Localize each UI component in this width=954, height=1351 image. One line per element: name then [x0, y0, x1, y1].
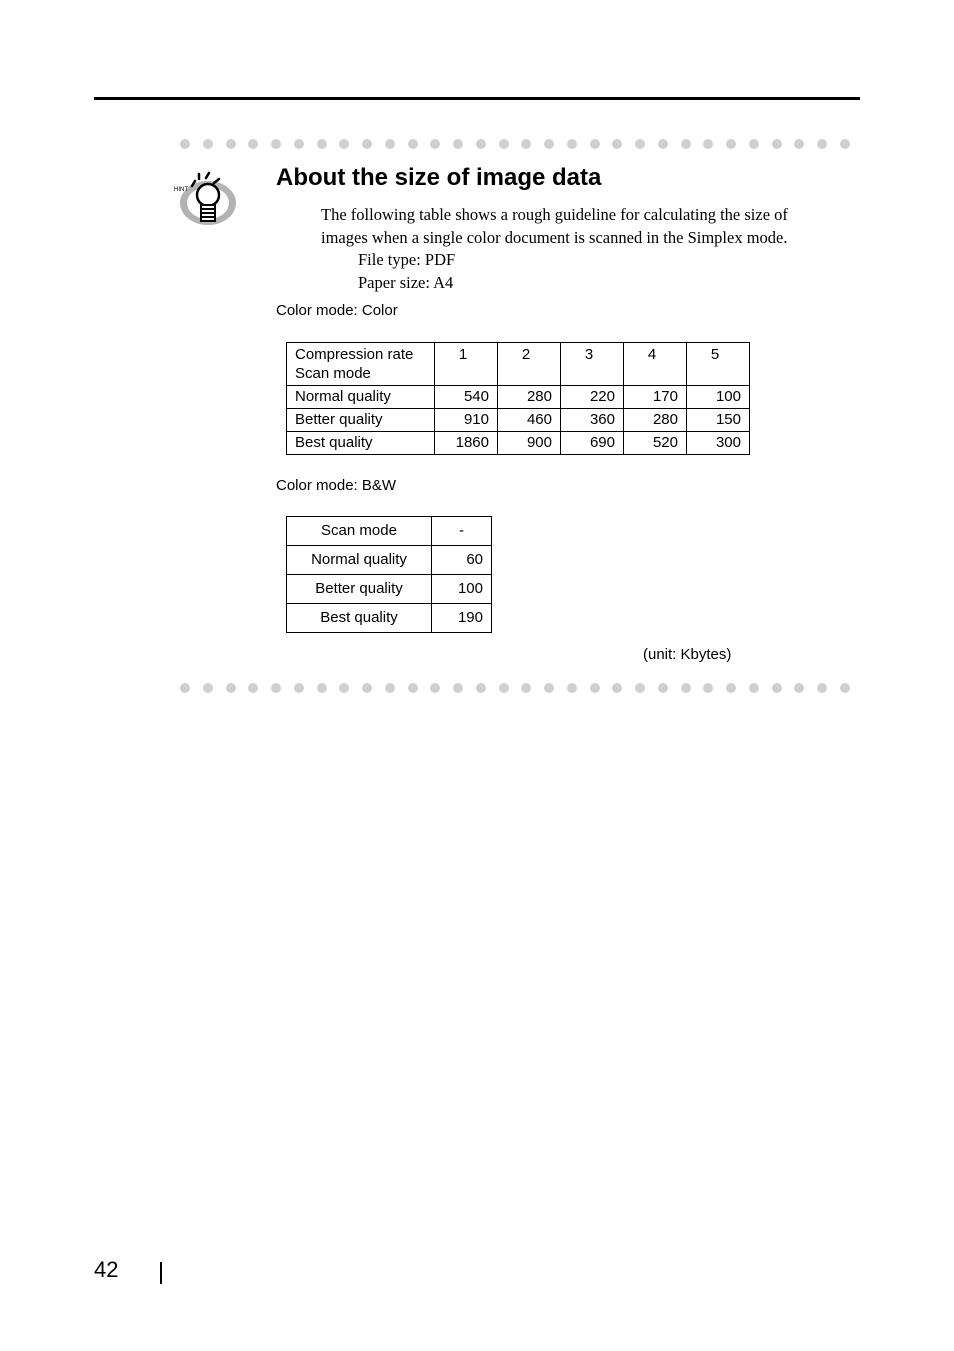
- section-title: About the size of image data: [276, 164, 602, 191]
- separator-dot: [817, 139, 827, 149]
- separator-dot: [772, 139, 782, 149]
- separator-dot: [362, 683, 372, 693]
- separator-dot: [339, 139, 349, 149]
- separator-dot: [635, 139, 645, 149]
- separator-dot: [453, 683, 463, 693]
- paper-size-text: Paper size: A4: [358, 273, 454, 292]
- separator-dot: [271, 683, 281, 693]
- page-number-bar: [160, 1262, 162, 1284]
- separator-dot: [362, 139, 372, 149]
- file-type-text: File type: PDF: [358, 250, 456, 269]
- separator-dot: [840, 139, 850, 149]
- separator-dot: [226, 139, 236, 149]
- separator-dot: [658, 683, 668, 693]
- table-cell: 60: [432, 546, 492, 575]
- table-row: [287, 432, 750, 455]
- separator-dot: [726, 139, 736, 149]
- separator-dot: [476, 139, 486, 149]
- separator-dot: [226, 683, 236, 693]
- table-cell: 220: [561, 386, 624, 409]
- separator-dot: [408, 139, 418, 149]
- table-cell: 1860: [435, 432, 498, 455]
- table-row: [287, 386, 750, 409]
- row-label: Better quality: [287, 409, 435, 432]
- table-cell: 190: [432, 604, 492, 633]
- separator-dot: [385, 683, 395, 693]
- table-cell: 150: [687, 409, 750, 432]
- table-cell: 910: [435, 409, 498, 432]
- table-row: [287, 546, 492, 575]
- separator-dot: [476, 683, 486, 693]
- bw-table-caption: Color mode: B&W: [276, 477, 397, 494]
- intro-line-1: The following table shows a rough guideline for calculating the size of: [321, 205, 788, 224]
- separator-dot: [817, 683, 827, 693]
- header-cell: [287, 343, 435, 386]
- header-scan-mode: Scan mode: [287, 517, 432, 546]
- row-label: Normal quality: [287, 386, 435, 409]
- table-cell: 280: [498, 386, 561, 409]
- separator-dot: [317, 683, 327, 693]
- separator-dot: [635, 683, 645, 693]
- separator-dot: [180, 683, 190, 693]
- separator-dot: [544, 139, 554, 149]
- table-header-row: [287, 517, 492, 546]
- separator-dot: [271, 139, 281, 149]
- separator-dot: [590, 683, 600, 693]
- separator-dot: [180, 139, 190, 149]
- color-size-table: [286, 342, 750, 455]
- table-cell: 100: [432, 575, 492, 604]
- column-header: 5: [687, 343, 750, 386]
- separator-dot: [248, 139, 258, 149]
- header-value: -: [432, 517, 492, 546]
- separator-dot: [203, 139, 213, 149]
- hint-lightbulb-icon: [172, 170, 240, 230]
- separator-dot: [726, 683, 736, 693]
- separator-dot: [681, 683, 691, 693]
- separator-dot: [339, 683, 349, 693]
- table-row: [287, 409, 750, 432]
- header-scan-mode: Scan mode: [295, 365, 371, 382]
- separator-dot: [703, 139, 713, 149]
- separator-dot: [590, 139, 600, 149]
- separator-dot: [567, 683, 577, 693]
- separator-dot: [499, 139, 509, 149]
- separator-dot: [294, 683, 304, 693]
- unit-note: (unit: Kbytes): [643, 646, 732, 663]
- separator-dot: [499, 683, 509, 693]
- separator-dot: [248, 683, 258, 693]
- table-cell: 690: [561, 432, 624, 455]
- separator-dot: [749, 139, 759, 149]
- separator-dot: [203, 683, 213, 693]
- separator-dot: [681, 139, 691, 149]
- separator-dot: [408, 683, 418, 693]
- table-cell: 460: [498, 409, 561, 432]
- table-cell: 300: [687, 432, 750, 455]
- separator-dot: [430, 683, 440, 693]
- intro-line-2: images when a single color document is scanned in the Simplex mode.: [321, 228, 788, 247]
- separator-dot: [430, 139, 440, 149]
- separator-dot: [521, 139, 531, 149]
- separator-dot: [612, 683, 622, 693]
- separator-dot: [658, 139, 668, 149]
- row-label: Normal quality: [287, 546, 432, 575]
- separator-dot: [317, 139, 327, 149]
- separator-dot: [840, 683, 850, 693]
- separator-dot: [794, 683, 804, 693]
- separator-dot: [521, 683, 531, 693]
- column-header: 2: [498, 343, 561, 386]
- table-cell: 280: [624, 409, 687, 432]
- separator-dot: [567, 139, 577, 149]
- column-header: 3: [561, 343, 624, 386]
- separator-dot: [772, 683, 782, 693]
- separator-dot: [453, 139, 463, 149]
- table-row: [287, 575, 492, 604]
- column-header: 4: [624, 343, 687, 386]
- table-cell: 900: [498, 432, 561, 455]
- color-table-caption: Color mode: Color: [276, 302, 398, 319]
- separator-dot: [294, 139, 304, 149]
- table-cell: 540: [435, 386, 498, 409]
- separator-dot: [612, 139, 622, 149]
- column-header: 1: [435, 343, 498, 386]
- top-rule: [94, 97, 860, 100]
- row-label: Better quality: [287, 575, 432, 604]
- header-compression-rate: Compression rate: [295, 346, 414, 363]
- bw-size-table: [286, 516, 492, 633]
- table-cell: 100: [687, 386, 750, 409]
- row-label: Best quality: [287, 604, 432, 633]
- dotted-separator-top: [180, 139, 850, 149]
- intro-text: [321, 203, 788, 249]
- row-label: Best quality: [287, 432, 435, 455]
- separator-dot: [703, 683, 713, 693]
- table-cell: 520: [624, 432, 687, 455]
- table-row: [287, 604, 492, 633]
- separator-dot: [385, 139, 395, 149]
- separator-dot: [544, 683, 554, 693]
- separator-dot: [749, 683, 759, 693]
- table-cell: 170: [624, 386, 687, 409]
- table-cell: 360: [561, 409, 624, 432]
- page-number: 42: [94, 1257, 119, 1282]
- separator-dot: [794, 139, 804, 149]
- table-header-row: [287, 343, 750, 386]
- dotted-separator-bottom: [180, 683, 850, 693]
- hint-label: HINT: [174, 187, 188, 193]
